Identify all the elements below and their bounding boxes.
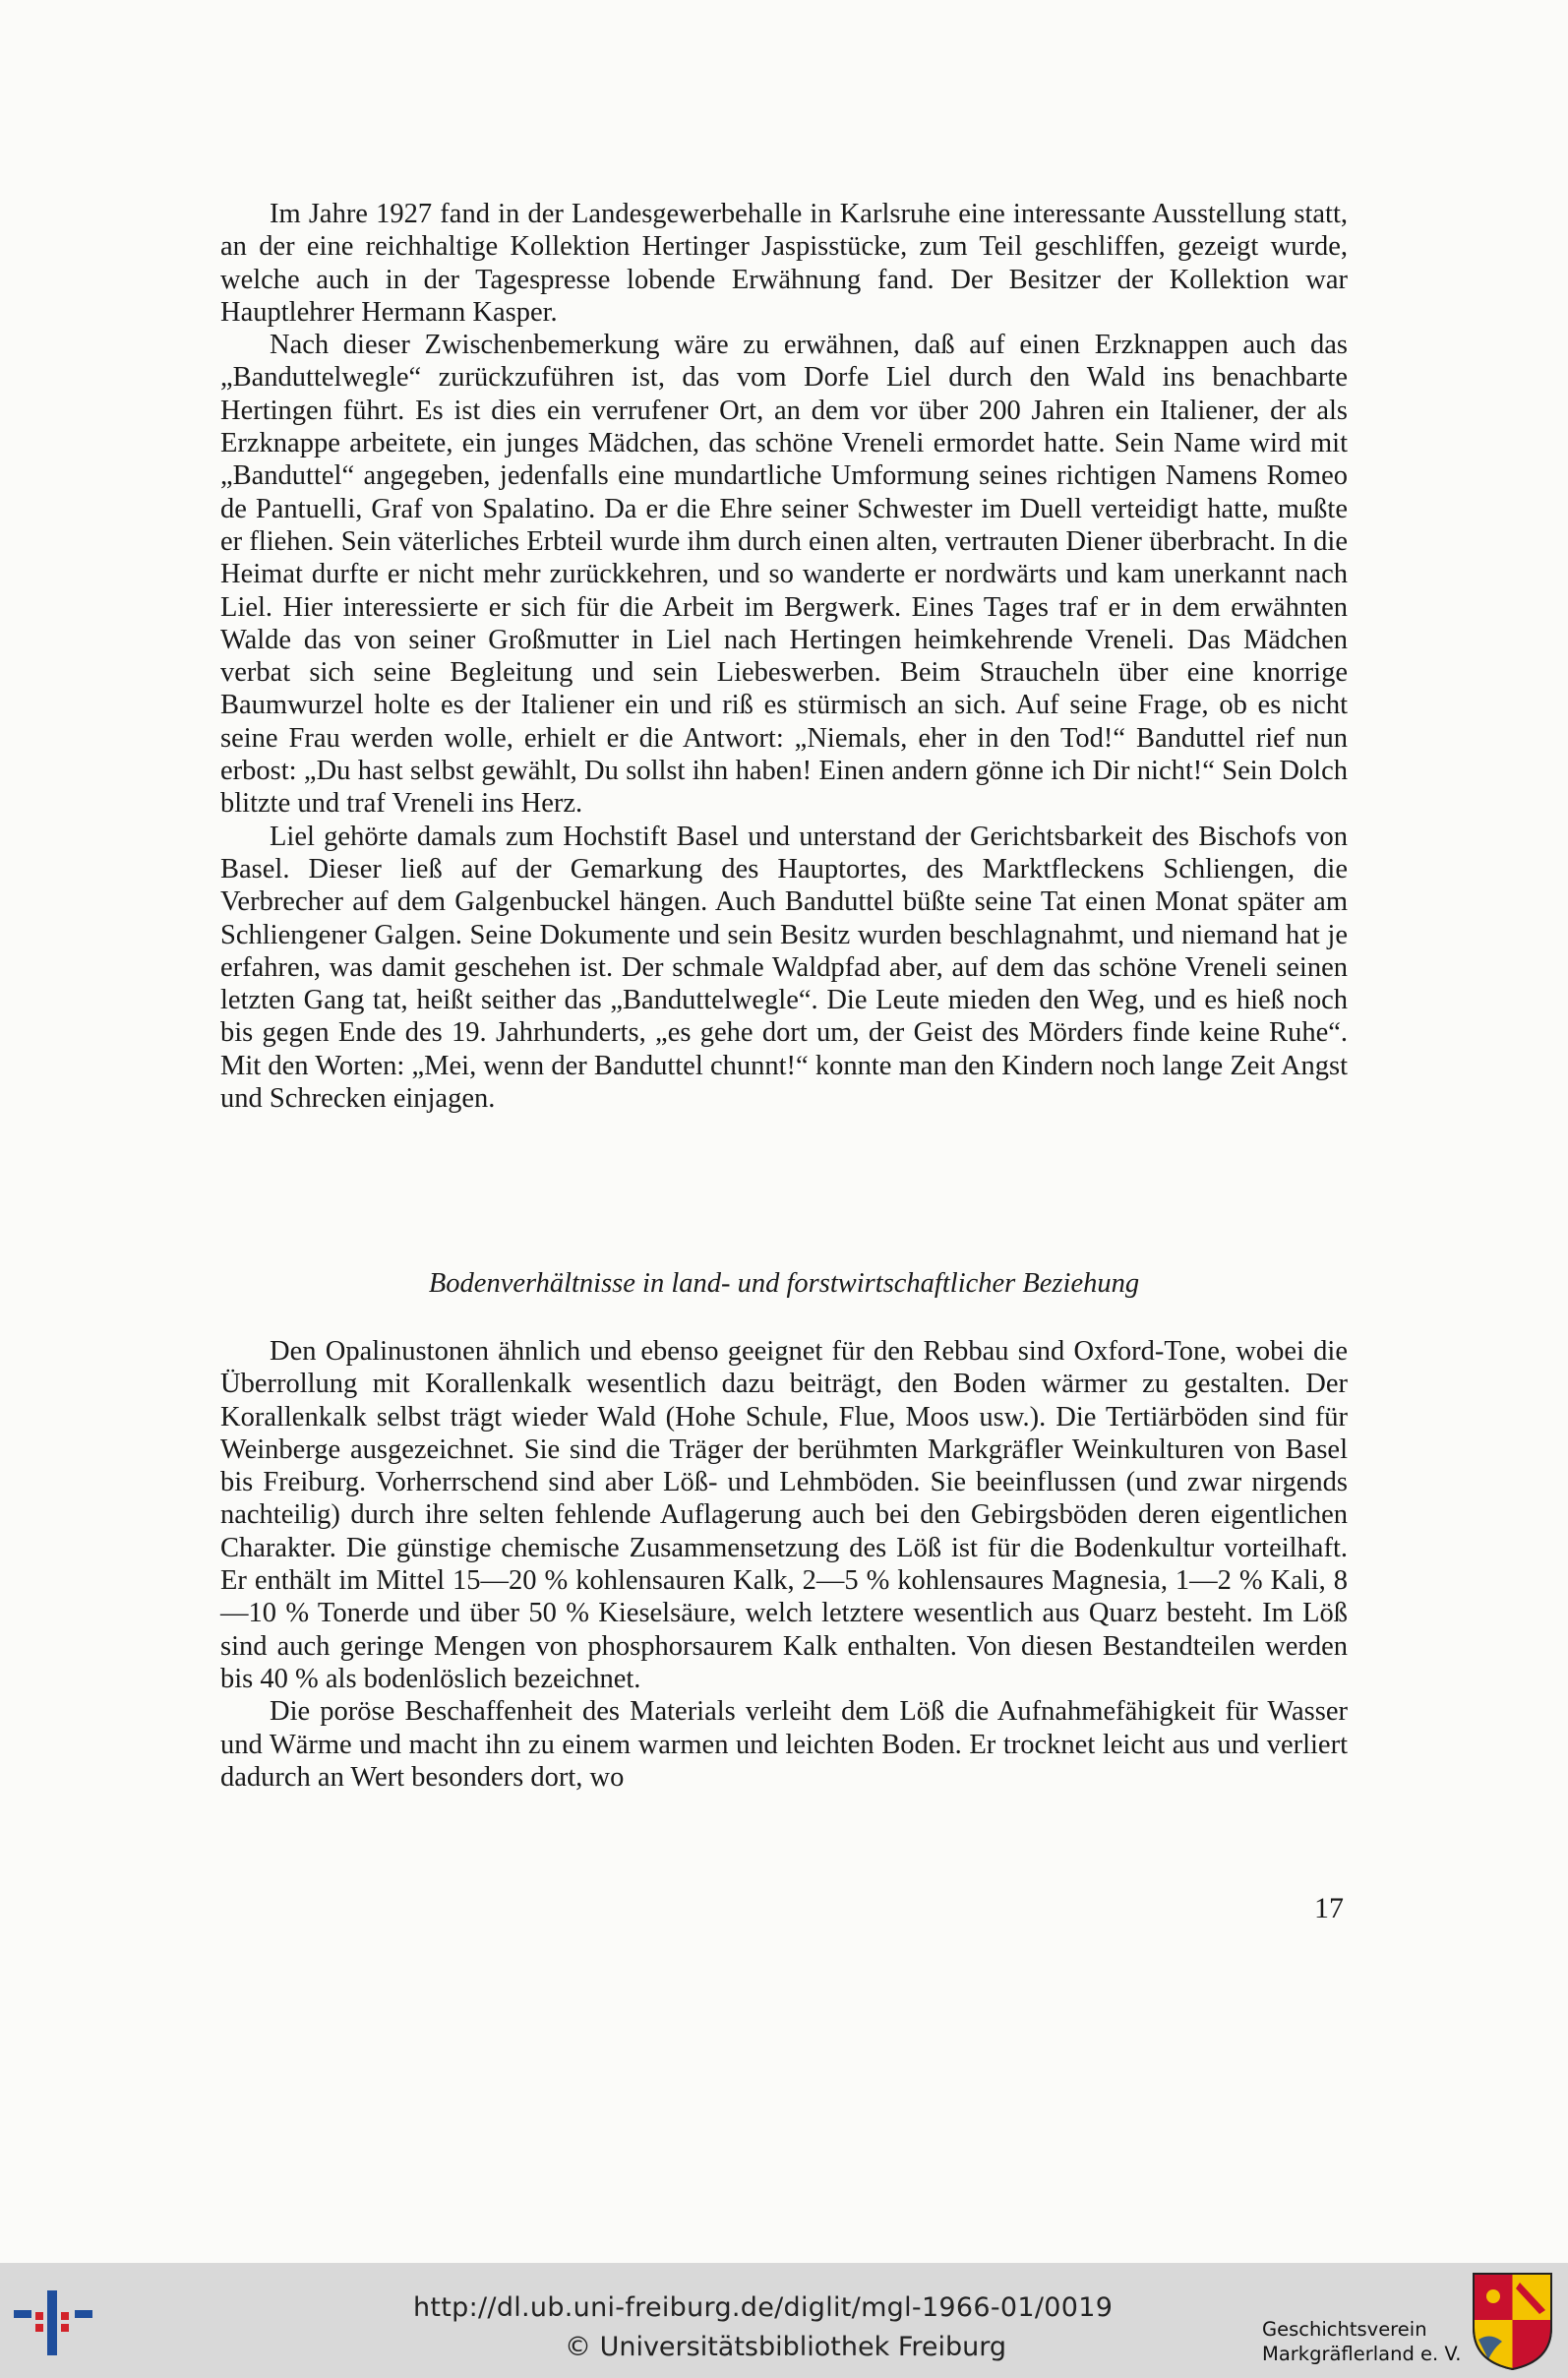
society-line: Markgräflerland e. V. (1262, 2343, 1462, 2365)
coat-of-arms-icon[interactable] (1471, 2271, 1554, 2372)
page-number: 17 (1314, 1892, 1344, 1924)
society-name (1262, 2317, 1464, 2366)
footer-copyright: © Universitätsbibliothek Freiburg (565, 2332, 1007, 2362)
paragraph: Die poröse Beschaffenheit des Materials verleiht dem Löß die Aufnahmefähigkeit für Wasser und Wärme und macht ihn zu einem warmen und leichten Boden. Er trocknet leicht aus und verliert dadurch an Wert besonders dort, wo (220, 1696, 1348, 1793)
society-line: Geschichtsverein (1262, 2318, 1427, 2341)
paragraph: Im Jahre 1927 fand in der Landesgewerbehalle in Karlsruhe eine interessante Ausstellung statt, an der eine reichhaltige Kollektion Hertinger Jaspisstücke, zum Teil geschliffen, gezeigt wurde, welche auch in der Tagespresse lobende Erwähnung fand. Der Besitzer der Kollektion war Hauptlehrer Hermann Kasper. (220, 199, 1348, 328)
body-text-bottom (220, 1335, 1348, 1794)
body-text-top (220, 198, 1348, 1115)
footer-url-link[interactable]: http://dl.ub.uni-freiburg.de/diglit/mgl-1966-01/0019 (413, 2292, 1114, 2323)
section-heading: Bodenverhältnisse in land- und forstwirtschaftlicher Beziehung (428, 1268, 1140, 1299)
ub-freiburg-logo-icon[interactable] (14, 2277, 100, 2363)
paragraph: Liel gehörte damals zum Hochstift Basel und unterstand der Gerichtsbarkeit des Bischofs von Basel. Dieser ließ auf der Gemarkung des Hauptortes, des Marktfleckens Schliengen, die Verbrecher auf dem Galgenbuckel hängen. Auch Banduttel büßte seine Tat einen Monat später am Schliengener Galgen. Seine Dokumente und sein Besitz wurden beschlagnahmt, und niemand hat je erfahren, was damit geschehen ist. Der schmale Waldpfad aber, auf dem das schöne Vreneli seinen letzten Gang tat, heißt seither das „Banduttelwegle“. Die Leute mieden den Weg, und es hieß noch bis gegen Ende des 19. Jahrhunderts, „es gehe dort um, der Geist des Mörders finde keine Ruhe“. Mit den Worten: „Mei, wenn der Banduttel chunnt!“ konnte man den Kindern noch lange Zeit Angst und Schrecken einjagen. (220, 821, 1348, 1115)
paragraph: Den Opalinustonen ähnlich und ebenso geeignet für den Rebbau sind Oxford-Tone, wobei die Überrollung mit Korallenkalk wesentlich dazu beiträgt, den Boden wärmer zu gestalten. Der Korallenkalk selbst trägt wieder Wald (Hohe Schule, Flue, Moos usw.). Die Tertiärböden sind für Weinberge ausgezeichnet. Sie sind die Träger der berühmten Markgräfler Weinkulturen von Basel bis Freiburg. Vorherrschend sind aber Löß- und Lehmböden. Sie beeinflussen (und zwar nirgends nachteilig) durch ihre selten fehlende Auflagerung auch bei den Gebirgsböden deren eigentlichen Charakter. Die günstige chemische Zusammensetzung des Löß ist für die Bodenkultur vorteilhaft. Er enthält im Mittel 15—20 % kohlensauren Kalk, 2—5 % kohlensaures Magnesia, 1—2 % Kali, 8—10 % Tonerde und über 50 % Kieselsäure, welch letztere wesentlich aus Quarz besteht. Im Löß sind auch geringe Mengen von phosphorsaurem Kalk enthalten. Von diesen Bestandteilen werden bis 40 % als bodenlöslich bezeichnet. (220, 1336, 1348, 1694)
paragraph: Nach dieser Zwischenbemerkung wäre zu erwähnen, daß auf einen Erzknappen auch das „Banduttelwegle“ zurückzuführen ist, das vom Dorfe Liel durch den Wald ins benachbarte Hertingen führt. Es ist dies ein verrufener Ort, an dem vor über 200 Jahren ein Italiener, der als Erzknappe arbeitete, ein junges Mädchen, das schöne Vreneli ermordet hatte. Sein Name wird mit „Banduttel“ angegeben, jedenfalls eine mundartliche Umformung seines richtigen Namens Romeo de Pantuelli, Graf von Spalatino. Da er die Ehre seiner Schwester im Duell verteidigt hatte, mußte er fliehen. Sein väterliches Erbteil wurde ihm durch einen alten, vertrauten Diener überbracht. In die Heimat durfte er nicht mehr zurückkehren, und so wanderte er nordwärts und kam unerkannt nach Liel. Hier interessierte er sich für die Arbeit im Bergwerk. Eines Tages traf er in dem erwähnten Walde das von seiner Großmutter in Liel nach Hertingen heimkehrende Vreneli. Das Mädchen verbat sich seine Begleitung und sein Liebeswerben. Beim Straucheln über eine knorrige Baumwurzel holte es der Italiener ein und riß es stürmisch an sich. Auf seine Frage, ob es nicht seine Frau werden wolle, erhielt er die Antwort: „Niemals, eher in den Tod!“ Banduttel rief nun erbost: „Du hast selbst gewählt, Du sollst ihn haben! Einen andern gönne ich Dir nicht!“ Sein Dolch blitzte und traf Vreneli ins Herz. (220, 330, 1348, 820)
